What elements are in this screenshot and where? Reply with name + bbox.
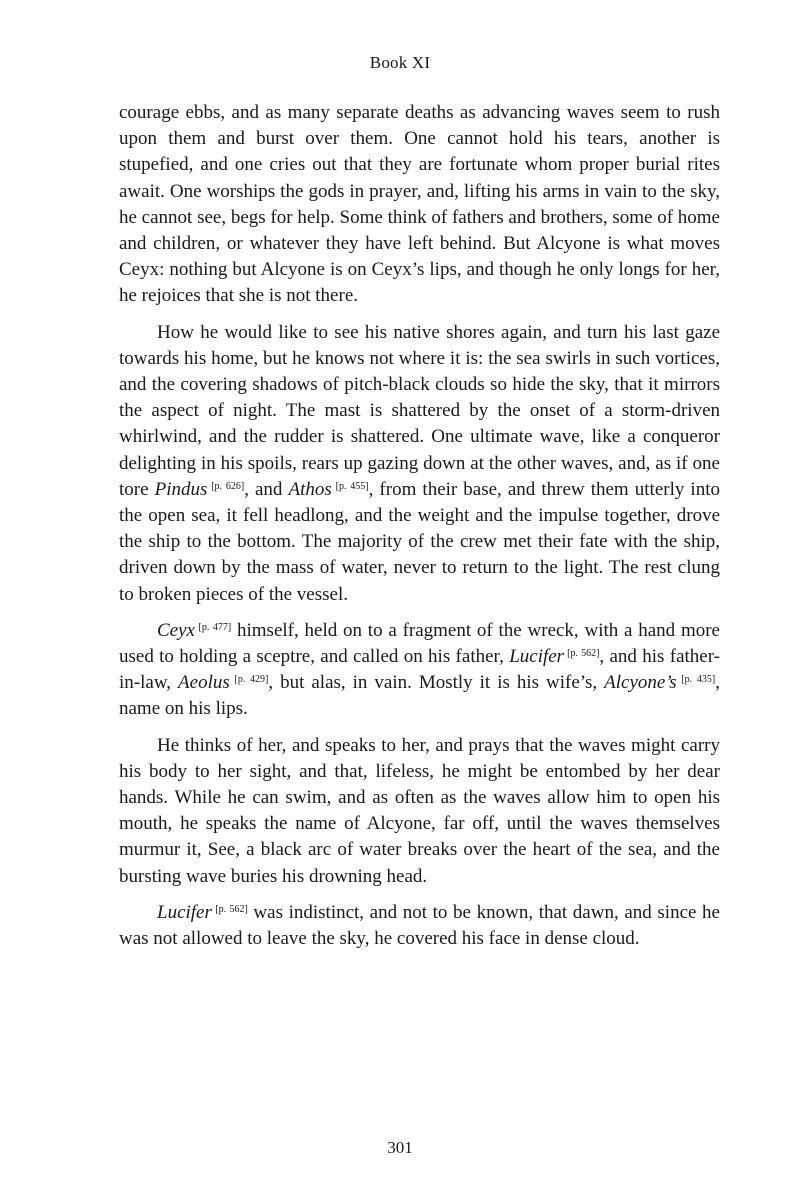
proper-name: Alcyone’s [604,672,677,694]
proper-name: Lucifer [157,901,212,923]
text-run: himself, held on to a fragment of the wreck, with a hand more used to holding a sceptre, and called on his father, [119,619,720,668]
paragraph-3 [119,618,720,723]
paragraph-1 [119,100,720,310]
running-head: Book XI [369,53,431,72]
page-reference: [p. 477] [194,621,232,633]
body-text [119,100,720,952]
text-run: was indistinct, and not to be known, that dawn, and since he was not allowed to leave the sky, he covered his face in dense cloud. [119,901,720,950]
proper-name: Aeolus [178,672,230,694]
proper-name: Pindus [154,478,208,500]
proper-name: Athos [288,478,332,500]
text-run: , name on his lips. [119,672,720,720]
text-run: , and his father-in-law, [119,646,720,694]
page-reference: [p. 626] [207,480,245,492]
text-run: , from their base, and threw them utterly into the open sea, it fell headlong, and the weight and the impulse together, drove the ship to the bottom. The majority of the crew met their fate with the ship, driven down by the mass of water, never to return to the light. The rest clung to broken pieces of the vessel. [119,478,720,605]
paragraph-5 [119,900,720,952]
text-run: , and [244,478,289,500]
paragraph-4 [119,733,720,890]
proper-name: Lucifer [509,646,565,668]
text-run: How he would like to see his native shores again, and turn his last gaze towards his home, but he knows not where it is: the sea swirls in such vortices, and the covering shadows of pitch-black clouds so hide the sky, that it mirrors the aspect of night. The mast is shattered by the onset of a storm-driven whirlwind, and the rudder is shattered. One ultimate wave, like a conqueror delighting in his spoils, rears up gazing down at the other waves, and, as if one tore [119,321,720,500]
page-reference: [p. 455] [331,480,369,492]
text-run: He thinks of her, and speaks to her, and prays that the waves might carry his body to her sight, and that, lifeless, he might be entombed by her dear hands. While he can swim, and as often as the waves allow him to open his mouth, he speaks the name of Alcyone, far off, until the waves themselves murmur it, See, a black arc of water breaks over the heart of the sea, and the bursting wave buries his drowning head. [119,734,720,887]
page-reference: [p. 562] [564,648,600,660]
text-run: , but alas, in vain. Mostly it is his wife’s, [268,672,605,694]
paragraph-2 [119,320,720,608]
page-number: 301 [387,1138,413,1157]
page-reference: [p. 562] [211,903,248,915]
proper-name: Ceyx [157,619,195,641]
text-run: courage ebbs, and as many separate deaths as advancing waves seem to rush upon them and burst over them. One cannot hold his tears, another is stupefied, and one cries out that they are fortunate whom proper burial rites await. One worships the gods in prayer, and, lifting his arms in vain to the sky, he cannot see, begs for help. Some think of fathers and brothers, some of home and children, or whatever they have left behind. But Alcyone is what moves Ceyx: nothing but Alcyone is on Ceyx’s lips, and though he only longs for her, he rejoices that she is not there. [119,102,720,307]
page-reference: [p. 435] [676,674,716,686]
page-reference: [p. 429] [229,674,269,686]
